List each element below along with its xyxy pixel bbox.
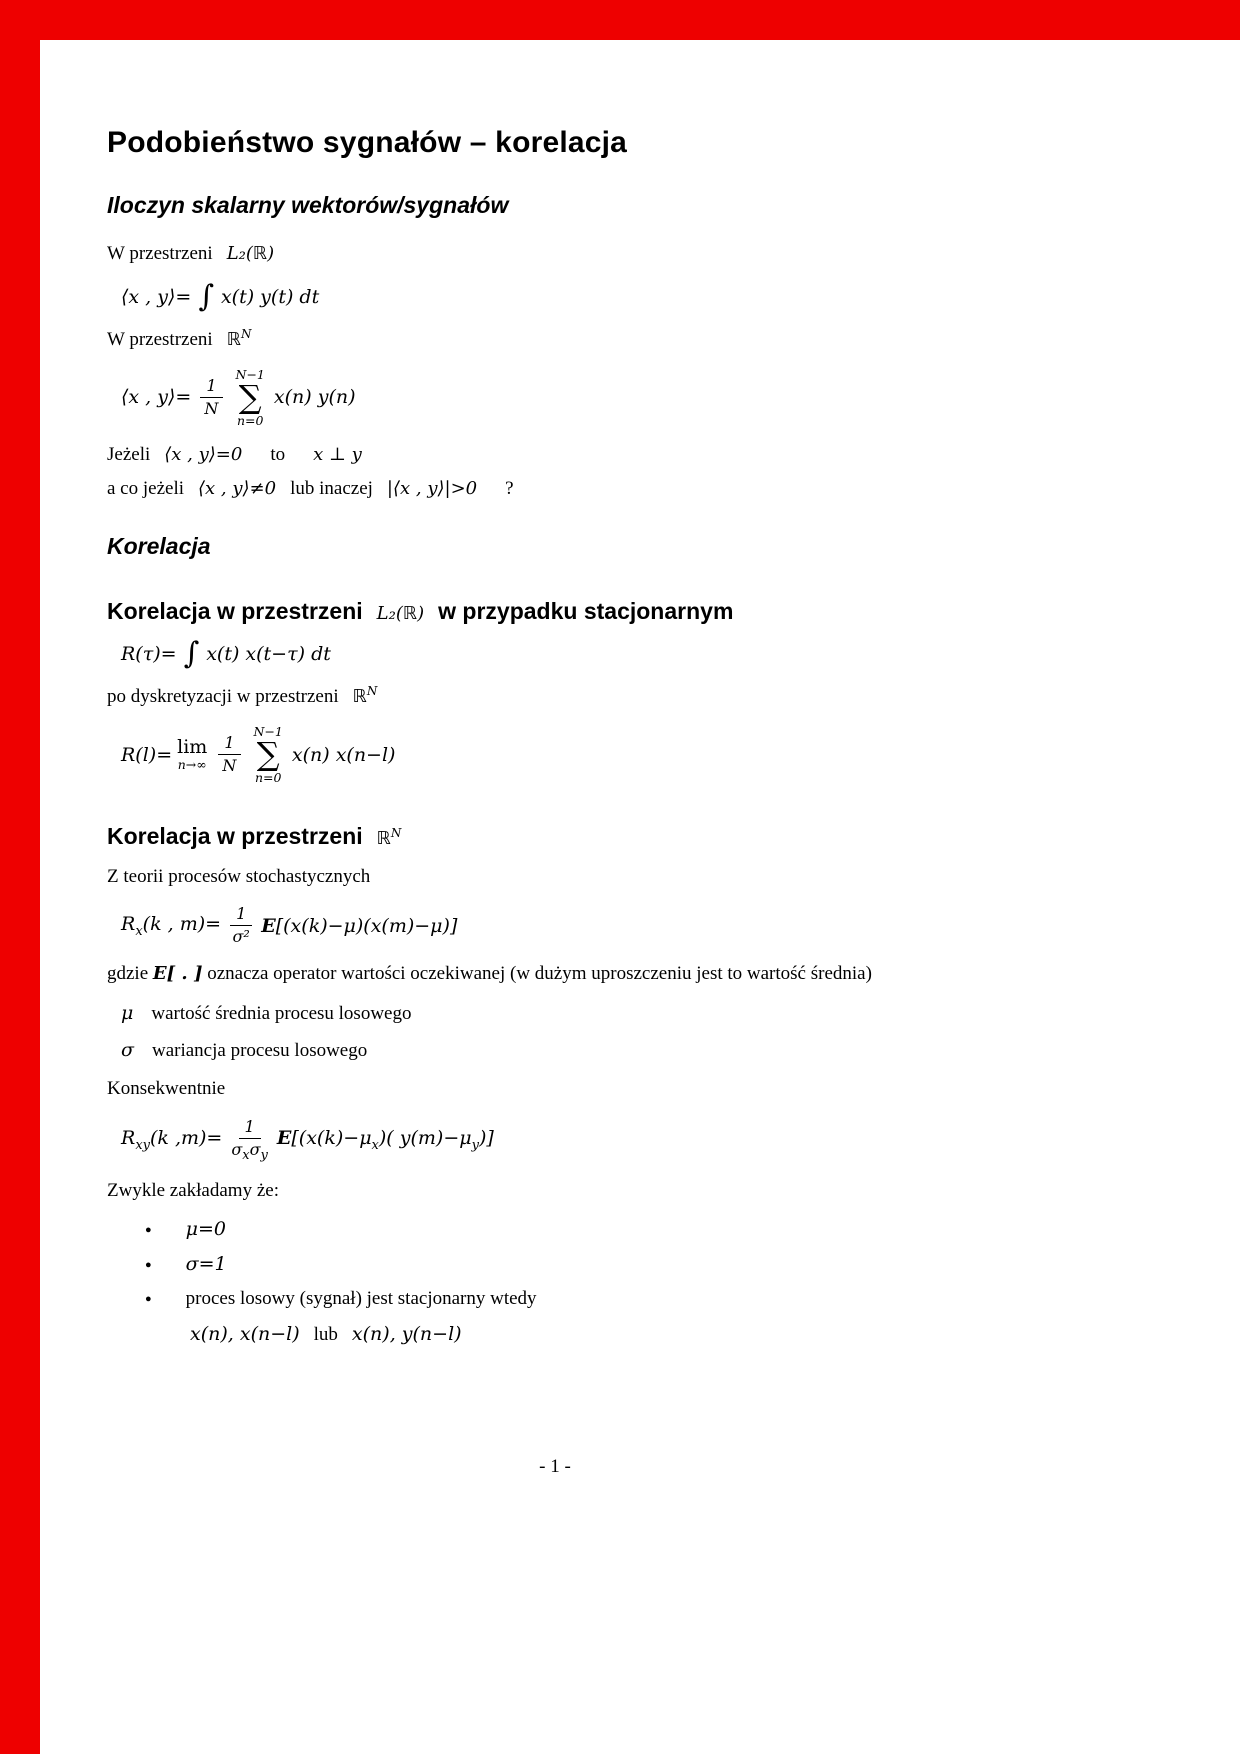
summation [254, 724, 283, 784]
math-superscript: N [390, 825, 402, 840]
integral-sign: ∫ [183, 635, 200, 671]
expectation-operator: E [261, 914, 276, 937]
text-run: Jeżeli [107, 443, 151, 465]
heading-text: w przypadku stacjonarnym [438, 597, 734, 624]
definition-sigma [121, 1039, 1057, 1062]
text-run: lub inaczej [290, 478, 373, 500]
expectation-operator: E [276, 1127, 292, 1150]
fraction-denominator: N [204, 398, 219, 418]
fraction [200, 376, 222, 419]
list-item [145, 1288, 1057, 1310]
page-number: - 1 - [539, 1456, 571, 1477]
fraction-denominator: σ² [232, 927, 250, 947]
bullet-icon [145, 1224, 152, 1236]
bullet-icon [145, 1259, 152, 1271]
summation-upper-limit: N−1 [253, 724, 283, 740]
math-run: x(n) y(n) [273, 386, 356, 409]
text-run: W przestrzeni [107, 243, 213, 264]
math-run: x(n), y(n−l) [351, 1322, 462, 1345]
formula-crosscorrelation [121, 1117, 1057, 1164]
math-run: [(x(k)−μ)(x(m)−μ)] [275, 914, 458, 937]
limit-label: lim [177, 735, 208, 758]
left-red-border [0, 0, 40, 1754]
math-run: ℝ [352, 685, 367, 707]
math-run: R [121, 912, 136, 935]
integral-sign: ∫ [198, 278, 214, 314]
text-run: wartość średnia procesu losowego [151, 1002, 412, 1024]
fraction-numerator: 1 [230, 904, 252, 926]
math-subscript: x [242, 1147, 250, 1163]
formula-autocorrelation-stochastic [121, 904, 1057, 947]
math-run: ⟨x , y⟩= [121, 285, 192, 308]
math-superscript: N [240, 326, 252, 341]
heading-text: Korelacja w przestrzeni [107, 597, 363, 624]
formula-inner-product-integral [121, 278, 1057, 314]
math-run: x(t) y(t) dt [220, 285, 320, 308]
mu-symbol: μ [121, 1001, 134, 1024]
paragraph-zwykle: Zwykle zakładamy że: [107, 1179, 279, 1201]
math-run: (k , m)= [142, 912, 222, 935]
math-run: ℝ [376, 827, 391, 849]
list-item-text: μ=0 [185, 1217, 227, 1240]
heading-text: Korelacja w przestrzeni [107, 822, 363, 849]
inline-math-rn [377, 826, 402, 849]
math-run: σ [249, 1139, 261, 1159]
text-run: wariancja procesu losowego [151, 1039, 368, 1061]
assumptions-list [145, 1218, 1057, 1346]
text-run: oznacza operator wartości oczekiwanej (w dużym uproszczeniu jest to wartość średnia) [207, 963, 872, 985]
sigma-icon: ∑ [238, 378, 262, 417]
math-run: x(n) x(n−l) [291, 743, 396, 766]
heading-korelacja: Korelacja [107, 532, 211, 559]
list-item-text: σ=1 [185, 1252, 227, 1275]
summation-upper-limit: N−1 [235, 367, 265, 383]
document-content [107, 126, 1057, 1346]
inline-math-l2r: L₂(ℝ) [376, 602, 425, 624]
fraction-numerator: 1 [239, 1117, 261, 1139]
math-run [121, 1127, 222, 1153]
math-subscript: xy [135, 1138, 150, 1154]
inline-math: x ⊥ y [313, 443, 362, 465]
math-run [277, 1127, 494, 1153]
paragraph-z-teorii: Z teorii procesów stochastycznych [107, 865, 371, 887]
text-run: a co jeżeli [107, 478, 185, 500]
math-subscript: y [260, 1147, 268, 1163]
summation [236, 367, 265, 427]
inline-math: |⟨x , y⟩|>0 [386, 478, 478, 500]
paragraph-a-co-jezeli [107, 476, 967, 503]
fraction [230, 904, 252, 947]
fraction-denominator [231, 1139, 268, 1164]
math-run: )( y(m)−μ [378, 1127, 472, 1150]
paragraph-w-przestrzeni-rn [107, 326, 967, 354]
list-item [145, 1253, 1057, 1275]
sigma-symbol: σ [121, 1038, 134, 1061]
paragraph-w-przestrzeni-l2 [107, 241, 967, 268]
fraction [218, 733, 240, 776]
heading-korelacja-rn [107, 823, 1057, 850]
math-run: σ [231, 1139, 243, 1159]
math-run: x(n), x(n−l) [190, 1322, 300, 1345]
fraction-numerator: 1 [200, 376, 222, 398]
math-run: (k ,m)= [150, 1127, 223, 1150]
list-item-subline [190, 1323, 1057, 1346]
math-run: R [121, 1127, 136, 1150]
math-run: [(x(k)−μ [291, 1127, 372, 1150]
math-superscript: N [366, 683, 378, 698]
list-item-text: proces losowy (sygnał) jest stacjonarny wtedy [185, 1287, 537, 1309]
text-run: ? [505, 478, 514, 500]
text-run: W przestrzeni [107, 328, 213, 350]
inline-math-rn [353, 683, 378, 709]
math-run: ⟨x , y⟩= [121, 386, 192, 409]
inline-math-l2r: L₂(ℝ) [226, 243, 275, 264]
summation-lower-limit: n=0 [236, 412, 264, 428]
summation-lower-limit: n=0 [254, 769, 282, 785]
inline-math: ⟨x , y⟩≠0 [198, 478, 277, 500]
limit-subscript: n→∞ [177, 756, 207, 772]
inline-math: ⟨x , y⟩=0 [164, 443, 243, 465]
inline-math-expectation: E[ . ] [152, 963, 203, 985]
text-run: lub [313, 1323, 338, 1345]
paragraph-po-dyskretyzacji [107, 683, 967, 711]
heading-korelacja-l2 [107, 598, 1057, 625]
formula-correlation-sum [121, 724, 1057, 784]
text-run: to [270, 443, 286, 465]
math-subscript: x [135, 923, 143, 939]
math-subscript: x [371, 1138, 379, 1154]
math-run: )] [478, 1127, 494, 1150]
paragraph-konsekwentnie: Konsekwentnie [107, 1077, 226, 1099]
text-run: gdzie [107, 963, 149, 985]
math-run [121, 913, 221, 939]
definition-mu [121, 1002, 1057, 1025]
paragraph-jezeli [107, 442, 967, 469]
paragraph-gdzie [107, 961, 967, 988]
page-title: Podobieństwo sygnałów – korelacja [107, 126, 628, 159]
fraction [231, 1117, 268, 1164]
math-run [261, 915, 457, 937]
fraction-numerator: 1 [218, 733, 240, 755]
text-run: po dyskretyzacji w przestrzeni [107, 685, 339, 707]
heading-iloczyn-skalarny: Iloczyn skalarny wektorów/sygnałów [107, 192, 509, 218]
math-run: ℝ [226, 328, 241, 350]
fraction-denominator: N [222, 756, 237, 776]
formula-correlation-integral [121, 635, 1057, 671]
top-red-border [0, 0, 1240, 40]
math-run: R(l)= [121, 743, 173, 766]
math-subscript: y [471, 1138, 479, 1154]
limit [177, 735, 208, 772]
formula-inner-product-sum [121, 367, 1057, 427]
inline-math-rn [227, 326, 252, 352]
math-run: R(τ)= [121, 642, 177, 665]
bullet-icon [145, 1293, 152, 1305]
math-run: x(t) x(t−τ) dt [206, 642, 331, 665]
list-item [145, 1218, 1057, 1240]
sigma-icon: ∑ [256, 735, 280, 774]
